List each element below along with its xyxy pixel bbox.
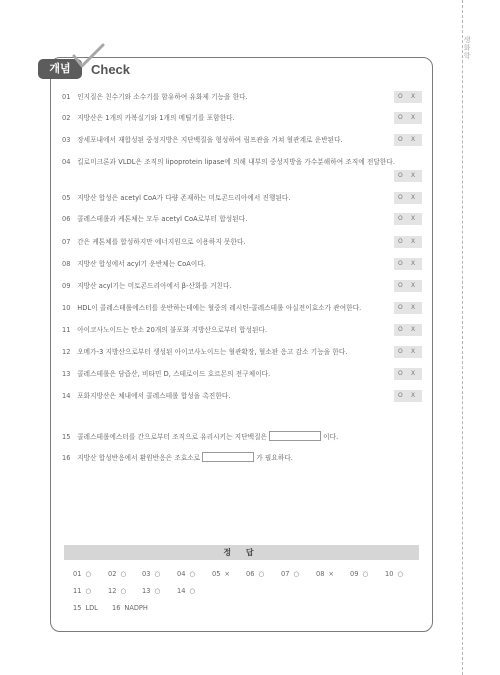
answer-14: 14 ○	[177, 587, 196, 595]
answer-06: 06 ○	[246, 570, 265, 578]
question-05: 05 지방산 합성은 acetyl CoA가 다량 존재하는 미토콘드리아에서 진행된다.	[62, 194, 291, 202]
answer-03: 03 ○	[142, 570, 161, 578]
question-10: 10 HDL이 콜레스테롤에스터를 운반하는데에는 혈중의 레시틴-콜레스테롤 아실전이효소가 관여한다.	[62, 304, 362, 312]
ox-answer-box-01[interactable]: O X	[394, 91, 422, 103]
question-14: 14 포화지방산은 체내에서 콜레스테롤 합성을 촉진한다.	[62, 392, 231, 400]
answer-09: 09 ○	[350, 570, 369, 578]
answer-10: 10 ○	[385, 570, 404, 578]
answer-15: 15 LDL	[73, 604, 98, 612]
blank-answer-box-15[interactable]	[269, 431, 321, 441]
ox-answer-box-07[interactable]: O X	[394, 236, 422, 248]
ox-answer-box-14[interactable]: O X	[394, 390, 422, 402]
blank-answer-box-16[interactable]	[202, 452, 254, 462]
concept-tag: 개념	[38, 59, 82, 79]
ox-answer-box-13[interactable]: O X	[394, 368, 422, 380]
ox-answer-box-12[interactable]: O X	[394, 346, 422, 358]
answer-01: 01 ○	[73, 570, 92, 578]
question-01: 01 인지질은 친수기와 소수기를 함유하여 유화제 기능을 한다.	[62, 93, 248, 101]
answer-07: 07 ○	[281, 570, 300, 578]
question-11: 11 아이코사노이드는 탄소 20개의 불포화 지방산으로부터 합성된다.	[62, 326, 268, 334]
ox-answer-box-06[interactable]: O X	[394, 213, 422, 225]
answers-header: 정 답	[64, 545, 419, 560]
ox-answer-box-05[interactable]: O X	[394, 192, 422, 204]
question-06: 06 콜레스테롤과 케톤체는 모두 acetyl CoA로부터 합성된다.	[62, 215, 248, 223]
side-chapter-label: 생화학	[463, 36, 471, 60]
ox-answer-box-08[interactable]: O X	[394, 258, 422, 270]
answer-04: 04 ○	[177, 570, 196, 578]
question-12: 12 오메가-3 지방산으로부터 생성된 아이코사노이드는 혈관확장, 혈소판 응고 감소 기능을 한다.	[62, 348, 348, 356]
question-08: 08 지방산 합성에서 acyl기 운반체는 CoA이다.	[62, 260, 207, 268]
ox-answer-box-11[interactable]: O X	[394, 324, 422, 336]
answer-08: 08 ×	[316, 570, 334, 578]
answer-16: 16 NADPH	[112, 604, 148, 612]
ox-answer-box-03[interactable]: O X	[394, 134, 422, 146]
answer-02: 02 ○	[108, 570, 127, 578]
ox-answer-box-02[interactable]: O X	[394, 112, 422, 124]
page-edge-dashed-line	[462, 0, 463, 675]
question-16: 16 지방산 합성반응에서 환원반응은 조효소로 가 필요하다.	[62, 454, 293, 462]
question-02: 02 지방산은 1개의 카복실기와 1개의 메틸기를 포함한다.	[62, 114, 235, 122]
answer-12: 12 ○	[108, 587, 127, 595]
ox-answer-box-09[interactable]: O X	[394, 280, 422, 292]
answer-13: 13 ○	[142, 587, 161, 595]
answer-05: 05 ×	[212, 570, 230, 578]
question-09: 09 지방산 acyl기는 미토콘드리아에서 β-산화를 거친다.	[62, 282, 232, 290]
section-title: Check	[91, 62, 131, 77]
answer-11: 11 ○	[73, 587, 92, 595]
ox-answer-box-04[interactable]: O X	[394, 170, 422, 182]
question-15: 15 콜레스테롤에스터를 간으로부터 조직으로 유리시키는 지단백질은 이다.	[62, 433, 339, 441]
question-07: 07 간은 케톤체를 합성하지만 에너지원으로 이용하지 못한다.	[62, 238, 246, 246]
question-13: 13 콜레스테롤은 담즙산, 비타민 D, 스테로이드 호르몬의 전구체이다.	[62, 370, 271, 378]
ox-answer-box-10[interactable]: O X	[394, 302, 422, 314]
question-04: 04 킬로미크론과 VLDL은 조직의 lipoprotein lipase에 의해 내부의 중성지방을 가수분해하여 조직에 전달한다.	[62, 158, 396, 166]
question-03: 03 장세포내에서 재합성된 중성지방은 지단백질을 형성하여 림프관을 거쳐 혈관계로 운반된다.	[62, 136, 343, 144]
